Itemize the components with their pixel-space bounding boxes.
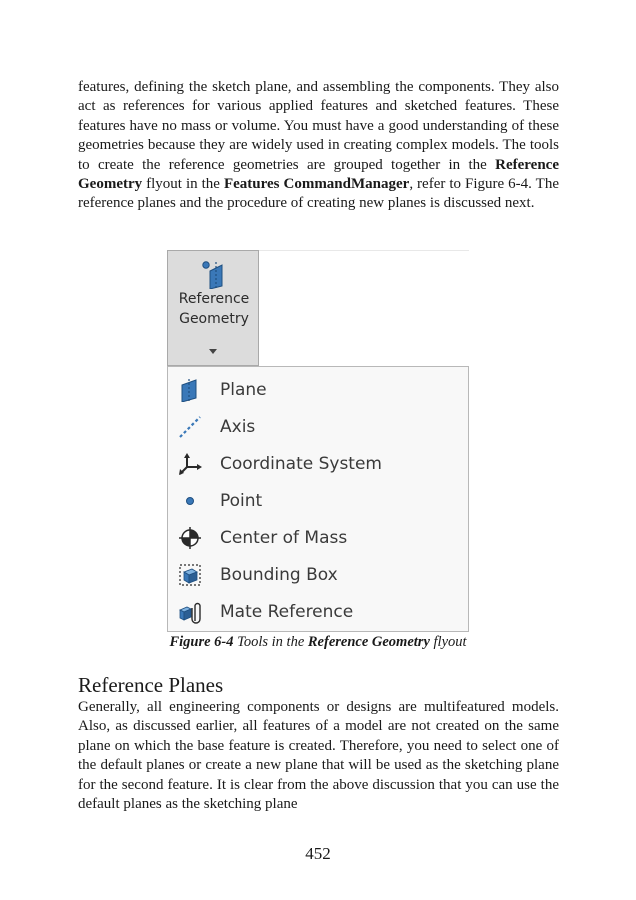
- reference-geometry-label: [168, 289, 260, 329]
- bounding-box-icon: [178, 563, 202, 587]
- caption-figure-label: Figure 6-4: [169, 634, 234, 650]
- menu-item-label: Axis: [220, 417, 256, 437]
- menu-item-label: Plane: [220, 380, 267, 400]
- menu-item-axis[interactable]: [168, 409, 468, 445]
- reference-geometry-flyout-menu: [167, 366, 469, 632]
- ribbon-divider: [259, 250, 469, 251]
- section-heading: Reference Planes: [78, 673, 224, 697]
- menu-item-label: Bounding Box: [220, 565, 338, 585]
- page-number: 452: [305, 844, 331, 863]
- menu-item-label: Point: [220, 491, 263, 511]
- intro-text-b: flyout in the: [142, 176, 224, 193]
- menu-item-center-of-mass[interactable]: [168, 520, 468, 556]
- menu-item-label: Center of Mass: [220, 528, 348, 548]
- axis-icon: [178, 415, 202, 439]
- section-paragraph: Generally, all engineering components or designs are multifeatured models. Also, as discussed earlier, all features of a model are not created on the same plane on which the base feature is created. Therefore, you need to select one of the default planes or create a new plane that will be used as the sketching plane for the second feature. It is clear from the above discussion that you can use the default planes as the sketching plane: [78, 699, 559, 813]
- menu-item-point[interactable]: [168, 483, 468, 519]
- chevron-down-icon[interactable]: [209, 349, 217, 354]
- intro-text-c: , refer to Figure 6-4. The reference planes and the procedure of creating new planes is discussed next.: [78, 176, 559, 212]
- intro-bold-reference-geometry: Reference Geometry: [78, 156, 559, 193]
- reference-geometry-label-line2: Geometry: [179, 311, 249, 327]
- reference-geometry-label-line1: Reference: [178, 291, 250, 307]
- reference-geometry-button[interactable]: [167, 250, 259, 366]
- menu-item-mate-reference[interactable]: [168, 594, 468, 630]
- menu-item-plane[interactable]: [168, 372, 468, 408]
- point-icon: [178, 489, 202, 513]
- menu-item-coordinate-system[interactable]: [168, 446, 468, 482]
- figure-caption: [0, 634, 636, 651]
- menu-item-label: Mate Reference: [220, 602, 354, 622]
- caption-bold: Reference Geometry: [307, 634, 430, 650]
- reference-geometry-icon: [201, 259, 227, 289]
- caption-text-b: flyout: [429, 634, 467, 650]
- intro-text-a: features, defining the sketch plane, and assembling the components. They also act as references for various applied features and sketched features. These features have no mass or volume. You must have a good understanding of these geometries because they are widely used in creating complex models. The tools to create the reference geometries are grouped together in the: [78, 79, 559, 173]
- plane-icon: [178, 378, 202, 402]
- mate-reference-icon: [178, 600, 202, 624]
- intro-paragraph: [78, 78, 559, 214]
- coordinate-system-icon: [178, 452, 202, 476]
- intro-bold-features-commandmanager: Features CommandManager: [223, 176, 410, 193]
- menu-item-bounding-box[interactable]: [168, 557, 468, 593]
- reference-geometry-figure: [167, 250, 469, 632]
- caption-text-a: Tools in the: [233, 634, 308, 650]
- center-of-mass-icon: [178, 526, 202, 550]
- menu-item-label: Coordinate System: [220, 454, 382, 474]
